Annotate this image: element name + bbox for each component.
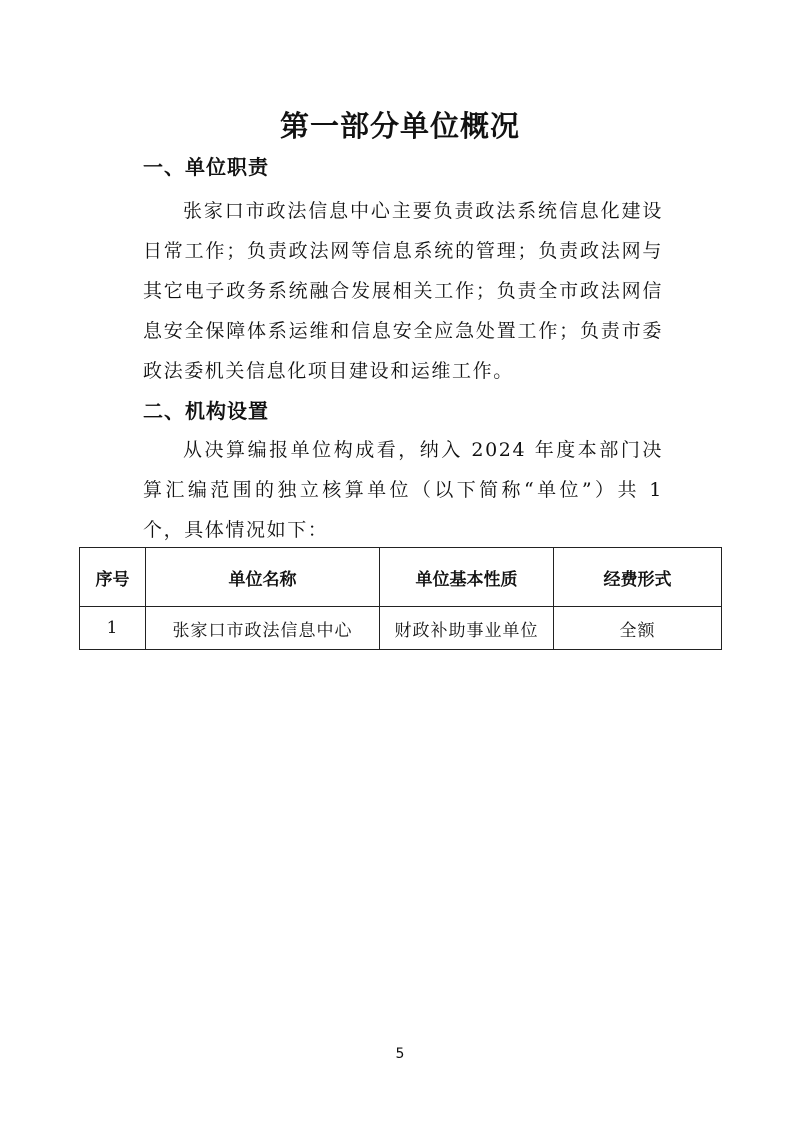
section-heading-organization: 二、机构设置 (143, 399, 269, 423)
responsibilities-paragraph: 张家口市政法信息中心主要负责政法系统信息化建设日常工作；负责政法网等信息系统的管理；负责政法网与其它电子政务系统融合发展相关工作；负责全市政法网信息安全保障体系运维和信息安全应急处置工作；负责市委政法委机关信息化项目建设和运维工作。 (143, 200, 663, 382)
units-table (79, 547, 722, 650)
header-cell-unit-name: 单位名称 (146, 548, 380, 607)
page-title: 第一部分单位概况 (279, 109, 520, 143)
cell-funding-type: 全额 (554, 607, 722, 650)
header-cell-unit-nature: 单位基本性质 (380, 548, 554, 607)
header-cell-index: 序号 (80, 548, 146, 607)
section-heading-responsibilities: 一、单位职责 (143, 155, 269, 179)
table-header-row (80, 548, 722, 607)
header-cell-funding-type: 经费形式 (554, 548, 722, 607)
cell-unit-nature: 财政补助事业单位 (380, 607, 554, 650)
organization-paragraph: 从决算编报单位构成看，纳入 2024 年度本部门决算汇编范围的独立核算单位（以下简称“单位”）共 1 个，具体情况如下： (143, 439, 663, 541)
cell-index: 1 (80, 607, 146, 650)
cell-unit-name: 张家口市政法信息中心 (146, 607, 380, 650)
page-number: 5 (395, 1046, 405, 1062)
table-row (80, 607, 722, 650)
